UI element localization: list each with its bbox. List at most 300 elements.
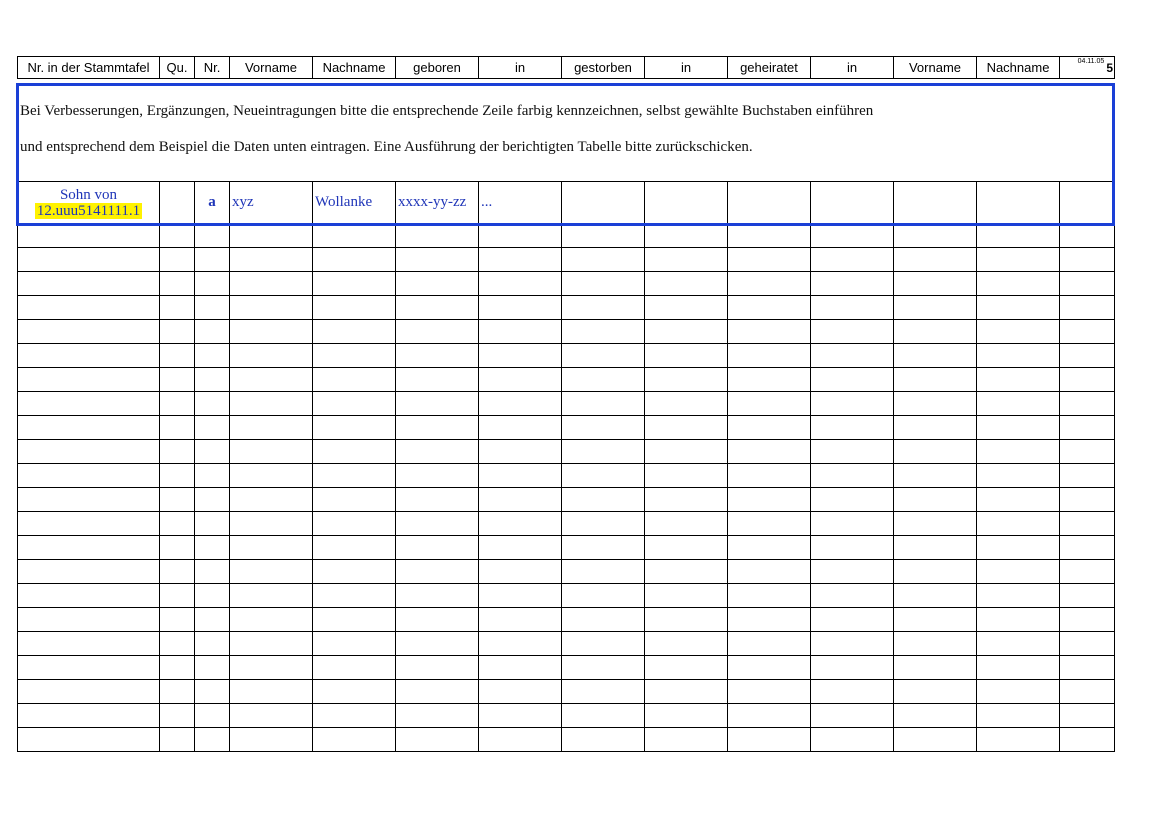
entry-cell[interactable] — [479, 560, 562, 584]
entry-cell[interactable] — [479, 656, 562, 680]
entry-cell[interactable] — [728, 560, 811, 584]
entry-cell[interactable] — [977, 704, 1060, 728]
entry-cell[interactable] — [1060, 680, 1115, 704]
entry-cell[interactable] — [479, 224, 562, 248]
entry-cell[interactable] — [18, 344, 160, 368]
entry-cell[interactable] — [1060, 464, 1115, 488]
entry-cell[interactable] — [894, 632, 977, 656]
entry-cell[interactable] — [313, 248, 396, 272]
entry-cell[interactable] — [645, 416, 728, 440]
entry-cell[interactable] — [562, 488, 645, 512]
entry-cell[interactable] — [645, 224, 728, 248]
entry-cell[interactable] — [562, 392, 645, 416]
entry-cell[interactable] — [894, 272, 977, 296]
entry-cell[interactable] — [977, 296, 1060, 320]
entry-cell[interactable] — [160, 344, 195, 368]
entry-cell[interactable] — [1060, 512, 1115, 536]
entry-cell[interactable] — [18, 584, 160, 608]
entry-cell[interactable] — [894, 704, 977, 728]
entry-cell[interactable] — [645, 680, 728, 704]
entry-cell[interactable] — [396, 728, 479, 752]
entry-cell[interactable] — [562, 416, 645, 440]
entry-cell[interactable] — [1060, 632, 1115, 656]
entry-cell[interactable] — [562, 464, 645, 488]
entry-cell[interactable] — [811, 584, 894, 608]
entry-cell[interactable] — [396, 608, 479, 632]
entry-cell[interactable] — [728, 440, 811, 464]
entry-cell[interactable] — [1060, 536, 1115, 560]
entry-cell[interactable] — [562, 584, 645, 608]
entry-cell[interactable] — [645, 560, 728, 584]
entry-cell[interactable] — [396, 416, 479, 440]
entry-cell[interactable] — [230, 656, 313, 680]
entry-cell[interactable] — [728, 416, 811, 440]
entry-cell[interactable] — [894, 584, 977, 608]
entry-cell[interactable] — [811, 248, 894, 272]
entry-cell[interactable] — [1060, 392, 1115, 416]
entry-cell[interactable] — [645, 392, 728, 416]
entry-cell[interactable] — [811, 296, 894, 320]
entry-cell[interactable] — [1060, 272, 1115, 296]
entry-cell[interactable] — [562, 608, 645, 632]
entry-cell[interactable] — [160, 416, 195, 440]
entry-cell[interactable] — [645, 512, 728, 536]
entry-cell[interactable] — [230, 680, 313, 704]
entry-cell[interactable] — [894, 368, 977, 392]
entry-cell[interactable] — [313, 488, 396, 512]
entry-cell[interactable] — [479, 416, 562, 440]
entry-cell[interactable] — [230, 344, 313, 368]
entry-cell[interactable] — [479, 344, 562, 368]
entry-cell[interactable] — [195, 344, 230, 368]
entry-cell[interactable] — [977, 416, 1060, 440]
entry-cell[interactable] — [18, 704, 160, 728]
entry-cell[interactable] — [313, 440, 396, 464]
entry-cell[interactable] — [479, 608, 562, 632]
entry-cell[interactable] — [160, 680, 195, 704]
entry-cell[interactable] — [313, 728, 396, 752]
entry-cell[interactable] — [230, 224, 313, 248]
entry-cell[interactable] — [728, 584, 811, 608]
entry-cell[interactable] — [195, 296, 230, 320]
entry-cell[interactable] — [645, 440, 728, 464]
entry-cell[interactable] — [18, 536, 160, 560]
entry-cell[interactable] — [230, 728, 313, 752]
entry-cell[interactable] — [195, 656, 230, 680]
entry-cell[interactable] — [18, 488, 160, 512]
entry-cell[interactable] — [811, 272, 894, 296]
entry-cell[interactable] — [811, 344, 894, 368]
entry-cell[interactable] — [479, 464, 562, 488]
entry-cell[interactable] — [811, 680, 894, 704]
entry-cell[interactable] — [894, 440, 977, 464]
entry-cell[interactable] — [562, 248, 645, 272]
entry-cell[interactable] — [313, 584, 396, 608]
entry-cell[interactable] — [18, 728, 160, 752]
entry-cell[interactable] — [18, 392, 160, 416]
entry-cell[interactable] — [160, 368, 195, 392]
entry-cell[interactable] — [230, 440, 313, 464]
entry-cell[interactable] — [977, 392, 1060, 416]
entry-cell[interactable] — [18, 416, 160, 440]
entry-cell[interactable] — [396, 512, 479, 536]
entry-cell[interactable] — [479, 368, 562, 392]
entry-cell[interactable] — [479, 632, 562, 656]
entry-cell[interactable] — [645, 320, 728, 344]
entry-cell[interactable] — [18, 680, 160, 704]
entry-cell[interactable] — [160, 632, 195, 656]
entry-cell[interactable] — [645, 488, 728, 512]
entry-cell[interactable] — [313, 344, 396, 368]
entry-cell[interactable] — [195, 368, 230, 392]
entry-cell[interactable] — [313, 536, 396, 560]
entry-cell[interactable] — [977, 488, 1060, 512]
entry-cell[interactable] — [1060, 416, 1115, 440]
entry-cell[interactable] — [562, 536, 645, 560]
entry-cell[interactable] — [195, 512, 230, 536]
entry-cell[interactable] — [728, 320, 811, 344]
entry-cell[interactable] — [160, 320, 195, 344]
entry-cell[interactable] — [811, 656, 894, 680]
entry-cell[interactable] — [230, 392, 313, 416]
entry-cell[interactable] — [562, 320, 645, 344]
entry-cell[interactable] — [160, 272, 195, 296]
entry-cell[interactable] — [1060, 296, 1115, 320]
entry-cell[interactable] — [977, 464, 1060, 488]
entry-cell[interactable] — [396, 704, 479, 728]
entry-cell[interactable] — [977, 656, 1060, 680]
entry-cell[interactable] — [977, 680, 1060, 704]
entry-cell[interactable] — [811, 536, 894, 560]
entry-cell[interactable] — [811, 488, 894, 512]
entry-cell[interactable] — [1060, 488, 1115, 512]
entry-cell[interactable] — [1060, 248, 1115, 272]
entry-cell[interactable] — [645, 272, 728, 296]
entry-cell[interactable] — [18, 608, 160, 632]
entry-cell[interactable] — [977, 320, 1060, 344]
entry-cell[interactable] — [562, 344, 645, 368]
entry-cell[interactable] — [195, 392, 230, 416]
entry-cell[interactable] — [230, 704, 313, 728]
entry-cell[interactable] — [894, 488, 977, 512]
entry-cell[interactable] — [1060, 608, 1115, 632]
entry-cell[interactable] — [230, 512, 313, 536]
entry-cell[interactable] — [562, 680, 645, 704]
entry-cell[interactable] — [728, 224, 811, 248]
entry-cell[interactable] — [18, 512, 160, 536]
entry-cell[interactable] — [479, 320, 562, 344]
entry-cell[interactable] — [811, 512, 894, 536]
entry-cell[interactable] — [313, 680, 396, 704]
entry-cell[interactable] — [195, 464, 230, 488]
entry-cell[interactable] — [396, 344, 479, 368]
entry-cell[interactable] — [230, 272, 313, 296]
entry-cell[interactable] — [811, 728, 894, 752]
entry-cell[interactable] — [230, 608, 313, 632]
entry-cell[interactable] — [977, 632, 1060, 656]
entry-cell[interactable] — [396, 320, 479, 344]
entry-cell[interactable] — [195, 248, 230, 272]
entry-cell[interactable] — [313, 272, 396, 296]
entry-cell[interactable] — [562, 440, 645, 464]
entry-cell[interactable] — [195, 536, 230, 560]
entry-cell[interactable] — [195, 560, 230, 584]
entry-cell[interactable] — [479, 392, 562, 416]
entry-cell[interactable] — [645, 728, 728, 752]
entry-cell[interactable] — [728, 368, 811, 392]
entry-cell[interactable] — [1060, 440, 1115, 464]
entry-cell[interactable] — [728, 464, 811, 488]
entry-cell[interactable] — [18, 296, 160, 320]
entry-cell[interactable] — [230, 416, 313, 440]
entry-cell[interactable] — [160, 488, 195, 512]
entry-cell[interactable] — [728, 632, 811, 656]
entry-cell[interactable] — [479, 584, 562, 608]
entry-cell[interactable] — [230, 488, 313, 512]
entry-cell[interactable] — [195, 728, 230, 752]
entry-cell[interactable] — [479, 488, 562, 512]
entry-cell[interactable] — [728, 248, 811, 272]
entry-cell[interactable] — [160, 296, 195, 320]
entry-cell[interactable] — [18, 320, 160, 344]
entry-cell[interactable] — [562, 656, 645, 680]
entry-cell[interactable] — [313, 704, 396, 728]
entry-cell[interactable] — [160, 704, 195, 728]
entry-cell[interactable] — [230, 560, 313, 584]
entry-cell[interactable] — [562, 632, 645, 656]
entry-cell[interactable] — [894, 248, 977, 272]
entry-cell[interactable] — [160, 392, 195, 416]
entry-cell[interactable] — [811, 632, 894, 656]
entry-cell[interactable] — [894, 416, 977, 440]
entry-cell[interactable] — [728, 680, 811, 704]
entry-cell[interactable] — [811, 560, 894, 584]
entry-cell[interactable] — [160, 248, 195, 272]
entry-cell[interactable] — [728, 488, 811, 512]
entry-cell[interactable] — [728, 704, 811, 728]
entry-cell[interactable] — [1060, 344, 1115, 368]
entry-cell[interactable] — [195, 320, 230, 344]
entry-cell[interactable] — [195, 584, 230, 608]
entry-cell[interactable] — [396, 296, 479, 320]
entry-cell[interactable] — [18, 656, 160, 680]
entry-cell[interactable] — [645, 584, 728, 608]
entry-cell[interactable] — [728, 608, 811, 632]
entry-cell[interactable] — [1060, 368, 1115, 392]
entry-cell[interactable] — [230, 632, 313, 656]
entry-cell[interactable] — [1060, 320, 1115, 344]
entry-cell[interactable] — [645, 464, 728, 488]
entry-cell[interactable] — [562, 704, 645, 728]
entry-cell[interactable] — [18, 440, 160, 464]
entry-cell[interactable] — [160, 224, 195, 248]
entry-cell[interactable] — [313, 416, 396, 440]
entry-cell[interactable] — [160, 464, 195, 488]
entry-cell[interactable] — [562, 272, 645, 296]
entry-cell[interactable] — [313, 368, 396, 392]
entry-cell[interactable] — [728, 272, 811, 296]
entry-cell[interactable] — [479, 680, 562, 704]
entry-cell[interactable] — [230, 584, 313, 608]
entry-cell[interactable] — [195, 488, 230, 512]
entry-cell[interactable] — [811, 416, 894, 440]
entry-cell[interactable] — [728, 656, 811, 680]
entry-cell[interactable] — [396, 536, 479, 560]
entry-cell[interactable] — [396, 392, 479, 416]
entry-cell[interactable] — [160, 560, 195, 584]
entry-cell[interactable] — [313, 560, 396, 584]
entry-cell[interactable] — [479, 704, 562, 728]
entry-cell[interactable] — [728, 296, 811, 320]
entry-cell[interactable] — [562, 728, 645, 752]
entry-cell[interactable] — [562, 560, 645, 584]
entry-cell[interactable] — [313, 608, 396, 632]
entry-cell[interactable] — [645, 632, 728, 656]
entry-cell[interactable] — [894, 344, 977, 368]
entry-cell[interactable] — [479, 536, 562, 560]
entry-cell[interactable] — [18, 560, 160, 584]
entry-cell[interactable] — [728, 512, 811, 536]
entry-cell[interactable] — [195, 272, 230, 296]
entry-cell[interactable] — [396, 560, 479, 584]
entry-cell[interactable] — [195, 224, 230, 248]
entry-cell[interactable] — [479, 296, 562, 320]
entry-cell[interactable] — [894, 608, 977, 632]
entry-cell[interactable] — [1060, 656, 1115, 680]
entry-cell[interactable] — [160, 512, 195, 536]
entry-cell[interactable] — [396, 272, 479, 296]
entry-cell[interactable] — [230, 296, 313, 320]
entry-cell[interactable] — [396, 248, 479, 272]
entry-cell[interactable] — [811, 608, 894, 632]
entry-cell[interactable] — [195, 680, 230, 704]
entry-cell[interactable] — [894, 464, 977, 488]
entry-cell[interactable] — [894, 728, 977, 752]
entry-cell[interactable] — [230, 248, 313, 272]
entry-cell[interactable] — [645, 608, 728, 632]
entry-cell[interactable] — [977, 728, 1060, 752]
entry-cell[interactable] — [894, 560, 977, 584]
entry-cell[interactable] — [160, 440, 195, 464]
entry-cell[interactable] — [977, 272, 1060, 296]
entry-cell[interactable] — [977, 368, 1060, 392]
entry-cell[interactable] — [894, 656, 977, 680]
entry-cell[interactable] — [313, 392, 396, 416]
entry-cell[interactable] — [18, 224, 160, 248]
entry-cell[interactable] — [396, 656, 479, 680]
entry-cell[interactable] — [313, 512, 396, 536]
entry-cell[interactable] — [645, 536, 728, 560]
entry-cell[interactable] — [18, 272, 160, 296]
entry-cell[interactable] — [894, 392, 977, 416]
entry-cell[interactable] — [645, 656, 728, 680]
entry-cell[interactable] — [645, 296, 728, 320]
entry-cell[interactable] — [811, 368, 894, 392]
entry-cell[interactable] — [894, 320, 977, 344]
entry-cell[interactable] — [811, 440, 894, 464]
entry-cell[interactable] — [728, 392, 811, 416]
entry-cell[interactable] — [396, 632, 479, 656]
entry-cell[interactable] — [160, 656, 195, 680]
entry-cell[interactable] — [811, 464, 894, 488]
entry-cell[interactable] — [195, 704, 230, 728]
entry-cell[interactable] — [18, 368, 160, 392]
entry-cell[interactable] — [160, 536, 195, 560]
entry-cell[interactable] — [479, 728, 562, 752]
entry-cell[interactable] — [977, 608, 1060, 632]
entry-cell[interactable] — [894, 296, 977, 320]
entry-cell[interactable] — [894, 224, 977, 248]
entry-cell[interactable] — [645, 368, 728, 392]
entry-cell[interactable] — [977, 344, 1060, 368]
entry-cell[interactable] — [645, 704, 728, 728]
entry-cell[interactable] — [645, 344, 728, 368]
entry-cell[interactable] — [977, 512, 1060, 536]
entry-cell[interactable] — [396, 680, 479, 704]
entry-cell[interactable] — [811, 704, 894, 728]
entry-cell[interactable] — [396, 440, 479, 464]
entry-cell[interactable] — [894, 512, 977, 536]
entry-cell[interactable] — [977, 536, 1060, 560]
entry-cell[interactable] — [1060, 728, 1115, 752]
entry-cell[interactable] — [977, 440, 1060, 464]
entry-cell[interactable] — [479, 512, 562, 536]
entry-cell[interactable] — [396, 488, 479, 512]
entry-cell[interactable] — [479, 272, 562, 296]
entry-cell[interactable] — [195, 440, 230, 464]
entry-cell[interactable] — [396, 584, 479, 608]
entry-cell[interactable] — [728, 344, 811, 368]
entry-cell[interactable] — [313, 320, 396, 344]
entry-cell[interactable] — [811, 320, 894, 344]
entry-cell[interactable] — [1060, 584, 1115, 608]
entry-cell[interactable] — [313, 464, 396, 488]
entry-cell[interactable] — [894, 680, 977, 704]
entry-cell[interactable] — [562, 368, 645, 392]
entry-cell[interactable] — [396, 224, 479, 248]
entry-cell[interactable] — [479, 440, 562, 464]
entry-cell[interactable] — [977, 584, 1060, 608]
entry-cell[interactable] — [160, 608, 195, 632]
entry-cell[interactable] — [230, 536, 313, 560]
entry-cell[interactable] — [977, 224, 1060, 248]
entry-cell[interactable] — [160, 728, 195, 752]
entry-cell[interactable] — [894, 536, 977, 560]
entry-cell[interactable] — [160, 584, 195, 608]
entry-cell[interactable] — [313, 632, 396, 656]
entry-cell[interactable] — [562, 224, 645, 248]
entry-cell[interactable] — [811, 392, 894, 416]
entry-cell[interactable] — [230, 320, 313, 344]
entry-cell[interactable] — [396, 464, 479, 488]
entry-cell[interactable] — [562, 296, 645, 320]
entry-cell[interactable] — [1060, 224, 1115, 248]
entry-cell[interactable] — [1060, 560, 1115, 584]
entry-cell[interactable] — [313, 656, 396, 680]
entry-cell[interactable] — [313, 224, 396, 248]
entry-cell[interactable] — [230, 464, 313, 488]
entry-cell[interactable] — [977, 248, 1060, 272]
entry-cell[interactable] — [18, 632, 160, 656]
entry-cell[interactable] — [811, 224, 894, 248]
entry-cell[interactable] — [645, 248, 728, 272]
entry-cell[interactable] — [1060, 704, 1115, 728]
entry-cell[interactable] — [313, 296, 396, 320]
entry-cell[interactable] — [728, 536, 811, 560]
entry-cell[interactable] — [195, 608, 230, 632]
entry-cell[interactable] — [18, 248, 160, 272]
entry-cell[interactable] — [977, 560, 1060, 584]
